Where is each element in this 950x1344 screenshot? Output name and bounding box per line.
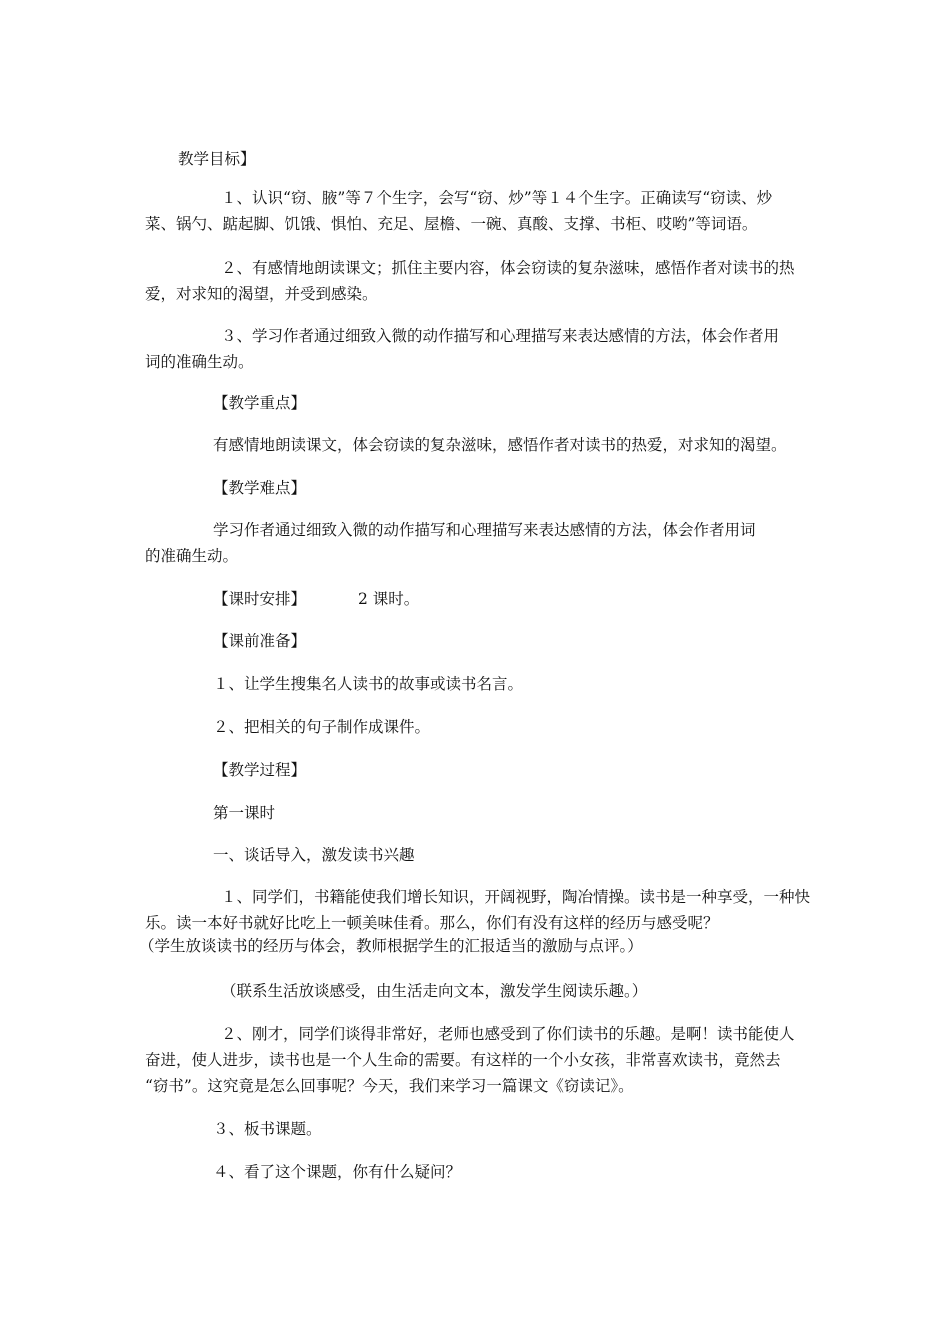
schedule-row — [145, 586, 810, 612]
step-2-line-3: “窃书”。这究竟是怎么回事呢？今天，我们来学习一篇课文《窃读记》。 — [145, 1077, 634, 1095]
objective-1-line-1: １、认识“窃、腋”等７个生字，会写“窃、炒”等１４个生字。正确读写“窃读、炒 — [221, 189, 773, 207]
step-1-line-2: 乐。读一本好书就好比吃上一顿美味佳肴。那么，你们有没有这样的经历与感受呢？ — [145, 914, 719, 932]
objectives-heading: 教学目标】 — [178, 150, 256, 168]
difficulty-line-1: 学习作者通过细致入微的动作描写和心理描写来表达感情的方法，体会作者用词 — [213, 521, 756, 539]
process-heading: 【教学过程】 — [213, 761, 307, 779]
objective-3-line-1: ３、学习作者通过细致入微的动作描写和心理描写来表达感情的方法，体会作者用 — [221, 327, 780, 345]
key-points-heading: 【教学重点】 — [213, 394, 307, 412]
difficulty-line-2: 的准确生动。 — [145, 547, 239, 565]
key-points-text: 有感情地朗读课文，体会窃读的复杂滋味，感悟作者对读书的热爱，对求知的渴望。 — [213, 436, 787, 454]
step-2-line-1: ２、刚才，同学们谈得非常好，老师也感受到了你们读书的乐趣。是啊！读书能使人 — [221, 1025, 795, 1043]
step-2 — [145, 1021, 810, 1099]
step-2-line-2: 奋进，使人进步，读书也是一个人生命的需要。有这样的一个小女孩，非常喜欢读书，竟然去 — [145, 1051, 781, 1069]
objective-2-line-2: 爱，对求知的渴望，并受到感染。 — [145, 285, 378, 303]
prep-item-2: ２、把相关的句子制作成课件。 — [213, 718, 431, 736]
objective-1-line-2: 菜、锅勺、踮起脚、饥饿、惧怕、充足、屋檐、一碗、真酸、支撑、书柜、哎哟”等词语。 — [145, 215, 758, 233]
lesson-1-title: 第一课时 — [213, 804, 276, 822]
step-1 — [139, 884, 811, 956]
step-4: ４、看了这个课题，你有什么疑问？ — [213, 1163, 462, 1181]
step-1-line-3: （学生放谈读书的经历与体会，教师根据学生的汇报适当的激励与点评。） — [139, 937, 643, 955]
difficulty-text — [145, 517, 810, 569]
step-3: ３、板书课题。 — [213, 1120, 322, 1138]
schedule-heading: 【课时安排】 — [213, 590, 307, 608]
prep-item-1: １、让学生搜集名人读书的故事或读书名言。 — [213, 675, 524, 693]
step-1-line-1: １、同学们，书籍能使我们增长知识，开阔视野，陶冶情操。读书是一种享受，一种快 — [221, 888, 811, 906]
objective-2-line-1: ２、有感情地朗读课文；抓住主要内容，体会窃读的复杂滋味，感悟作者对读书的热 — [221, 259, 795, 277]
objective-3-line-2: 词的准确生动。 — [145, 353, 254, 371]
objective-1 — [145, 185, 810, 237]
note-1: （联系生活放谈感受，由生活走向文本，激发学生阅读乐趣。） — [221, 982, 648, 1000]
schedule-value: 2 课时。 — [358, 590, 420, 608]
difficulty-heading: 【教学难点】 — [213, 479, 307, 497]
prep-heading: 【课前准备】 — [213, 632, 307, 650]
objective-3 — [145, 323, 810, 375]
objective-2 — [145, 255, 810, 307]
section-1-title: 一、谈话导入，激发读书兴趣 — [213, 846, 415, 864]
